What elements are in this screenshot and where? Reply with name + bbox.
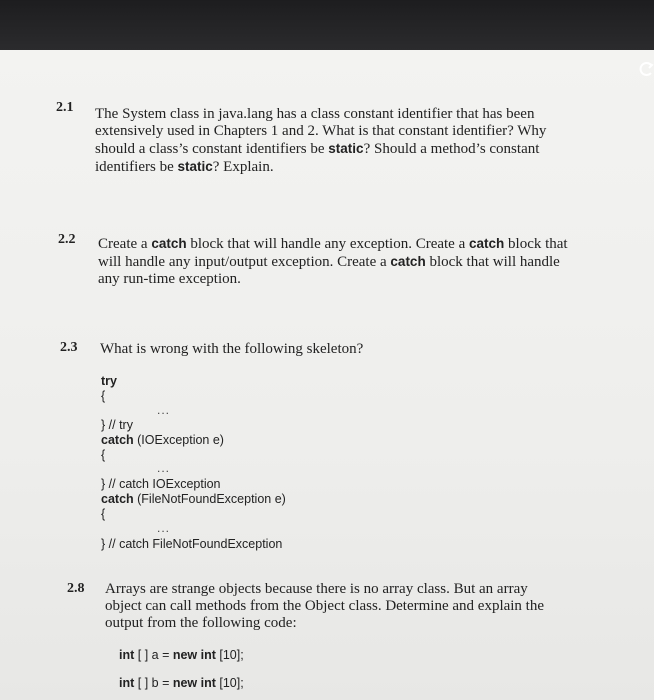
keyword-new-int: new int [172, 676, 216, 690]
keyword-catch: catch [469, 236, 505, 251]
question-text-2-1 [95, 106, 570, 176]
question-number-2-1: 2.1 [56, 100, 74, 115]
code-segment: [10]; [215, 676, 244, 690]
keyword-catch: catch [151, 236, 187, 251]
text-segment: ? Should a method’s constant identifiers be [95, 141, 540, 175]
ellipsis-1: ... [157, 403, 171, 417]
code-line-array-b [119, 676, 244, 691]
keyword-catch: catch [101, 492, 134, 506]
keyword-try: try [101, 374, 117, 388]
keyword-new-int: new int [172, 648, 216, 662]
catch-argument: (FileNotFoundException e) [133, 492, 286, 506]
question-number-2-2: 2.2 [58, 232, 76, 247]
text-segment: block that will handle any run-time exception. [98, 254, 560, 287]
code-brace-3: { [101, 507, 106, 521]
keyword-catch: catch [101, 433, 134, 447]
catch-argument: (IOException e) [133, 433, 224, 447]
code-segment: [ ] a = [134, 648, 173, 662]
rotate-icon[interactable] [638, 60, 654, 78]
code-line-array-a [119, 648, 244, 663]
text-segment: ? Explain. [212, 159, 274, 175]
code-catch-ioexception [101, 433, 224, 448]
keyword-int: int [119, 648, 135, 662]
text-segment: block that will handle any input/output exception. Create a [98, 236, 568, 270]
question-number-2-8: 2.8 [67, 581, 85, 596]
code-try [101, 374, 117, 389]
keyword-static: static [328, 141, 364, 156]
code-brace-2: { [101, 448, 106, 462]
keyword-static: static [177, 159, 213, 174]
code-end-try: } // try [101, 418, 133, 432]
question-text-2-3: What is wrong with the following skeleton? [100, 341, 364, 357]
keyword-int: int [119, 676, 135, 690]
code-end-catch-2: } // catch FileNotFoundException [101, 537, 283, 551]
keyword-catch: catch [390, 254, 426, 269]
code-segment: [ ] b = [134, 676, 173, 690]
code-end-catch-1: } // catch IOException [101, 477, 221, 491]
ellipsis-3: ... [157, 521, 171, 535]
text-segment: The System class in java.lang has a class constant identifier that has been extensively used in Chapters 1 and 2. What is that constant identifier? Why should a class’s constant identifiers be [95, 106, 547, 157]
question-number-2-3: 2.3 [60, 340, 78, 355]
question-text-2-8: Arrays are strange objects because there is no array class. But an array object can call methods from the Object class. Determine and explain the output from the following code: [105, 581, 545, 631]
code-segment: [10]; [215, 648, 244, 662]
top-bar [0, 0, 654, 50]
code-catch-filenotfound [101, 492, 286, 507]
ellipsis-2: ... [157, 461, 171, 475]
text-segment: Create a [98, 236, 152, 252]
question-text-2-2 [98, 235, 568, 288]
text-segment: block that will handle any exception. Create a [186, 236, 469, 252]
code-brace-1: { [101, 389, 106, 403]
